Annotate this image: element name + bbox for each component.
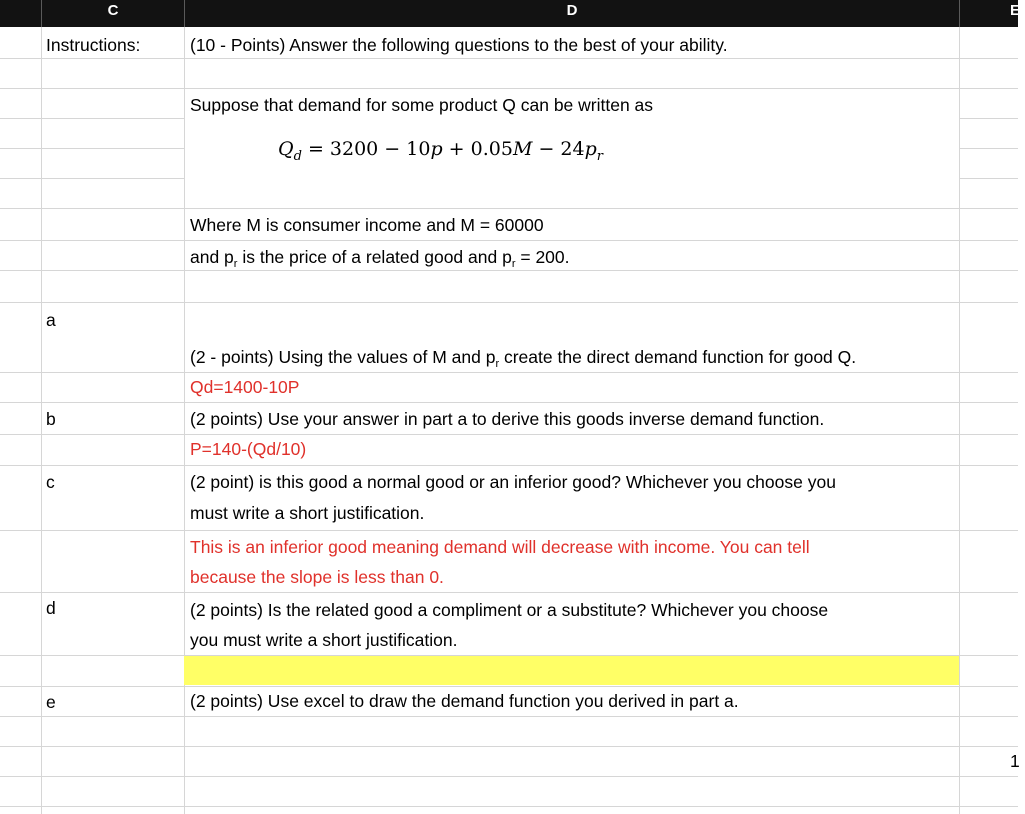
- grid-line: [0, 402, 1018, 403]
- grid-line: [0, 302, 1018, 303]
- column-header-e[interactable]: E: [1009, 2, 1020, 19]
- grid-line: [0, 148, 184, 149]
- answer-c-line-2[interactable]: because the slope is less than 0.: [190, 567, 444, 587]
- column-separator[interactable]: [959, 0, 960, 27]
- grid-line: [0, 240, 1018, 241]
- where-related-part-1: and p: [190, 247, 234, 267]
- where-income-text[interactable]: Where M is consumer income and M = 60000: [190, 215, 544, 235]
- grid-line: [0, 746, 1018, 747]
- question-c-line-2[interactable]: must write a short justification.: [190, 503, 425, 523]
- part-c-label[interactable]: c: [46, 472, 55, 492]
- question-d-line-1[interactable]: (2 points) Is the related good a compliment or a substitute? Whichever you choose: [190, 600, 829, 620]
- where-related-subscript: r: [233, 258, 238, 270]
- answer-a[interactable]: Qd=1400-10P: [190, 377, 300, 397]
- grid-line: [0, 465, 1018, 466]
- answer-c-line-1[interactable]: This is an inferior good meaning demand will decrease with income. You can tell: [190, 537, 810, 557]
- question-a[interactable]: [190, 346, 856, 371]
- answer-b[interactable]: P=140-(Qd/10): [190, 439, 307, 459]
- grid-line: [41, 27, 42, 814]
- formula-related-subscript: r: [596, 149, 603, 164]
- suppose-text[interactable]: Suppose that demand for some product Q can be written as: [190, 95, 654, 115]
- grid-line: [0, 530, 1018, 531]
- grid-line: [959, 148, 1018, 149]
- column-header-bar: [0, 0, 1018, 27]
- where-related-text[interactable]: [190, 246, 570, 271]
- question-a-part-1: (2 - points) Using the values of M and p: [190, 347, 496, 367]
- formula-lhs-subscript: d: [293, 149, 302, 164]
- question-c-line-1[interactable]: (2 point) is this good a normal good or an inferior good? Whichever you choose you: [190, 472, 836, 492]
- grid-line: [0, 372, 1018, 373]
- where-related-part-3: = 200.: [515, 247, 570, 267]
- formula-price-variable: p: [430, 138, 443, 160]
- grid-line: [0, 776, 1018, 777]
- grid-line: [0, 178, 184, 179]
- highlighted-answer-cell[interactable]: [184, 656, 959, 685]
- grid-line: [959, 178, 1018, 179]
- part-b-label[interactable]: b: [46, 409, 56, 429]
- demand-equation: $Q_d = 3200 - 10p + 0.05M - 24p_r$: [278, 138, 603, 164]
- where-related-part-2: is the price of a related good and p: [237, 247, 512, 267]
- grid-line: [0, 806, 1018, 807]
- question-b[interactable]: (2 points) Use your answer in part a to derive this goods inverse demand function.: [190, 409, 825, 429]
- instructions-label[interactable]: Instructions:: [46, 35, 141, 55]
- column-header-d[interactable]: D: [566, 2, 578, 19]
- formula-related-variable: p: [584, 138, 597, 160]
- grid-line: [0, 434, 1018, 435]
- where-related-subscript-2: r: [511, 258, 516, 270]
- column-separator[interactable]: [41, 0, 42, 27]
- part-d-label[interactable]: d: [46, 598, 56, 618]
- grid-line: [0, 88, 1018, 89]
- part-a-label[interactable]: a: [46, 310, 56, 330]
- formula-income-variable: M: [512, 138, 533, 160]
- grid-line: [0, 592, 1018, 593]
- grid-line: [0, 58, 1018, 59]
- question-d-line-2[interactable]: you must write a short justification.: [190, 630, 458, 650]
- formula-income-coefficient: 0.05: [470, 138, 513, 160]
- grid-line: [0, 208, 1018, 209]
- grid-line: [0, 686, 1018, 687]
- formula-related-coefficient: 24: [560, 138, 585, 160]
- formula-lhs: Q: [278, 138, 294, 160]
- part-e-label[interactable]: e: [46, 692, 56, 712]
- grid-line: [184, 27, 185, 814]
- formula-price-coefficient: 10: [406, 138, 431, 160]
- question-e[interactable]: (2 points) Use excel to draw the demand function you derived in part a.: [190, 691, 739, 711]
- grid-line: [0, 118, 184, 119]
- cell-value-clipped[interactable]: 1: [1010, 751, 1020, 771]
- grid-line: [959, 118, 1018, 119]
- formula-constant: 3200: [329, 138, 379, 160]
- column-header-c[interactable]: C: [107, 2, 119, 19]
- question-a-subscript: r: [495, 358, 500, 370]
- instructions-title[interactable]: (10 - Points) Answer the following questions to the best of your ability.: [190, 35, 728, 55]
- grid-line: [0, 716, 1018, 717]
- question-a-part-2: create the direct demand function for good Q.: [499, 347, 857, 367]
- grid-line: [959, 27, 960, 814]
